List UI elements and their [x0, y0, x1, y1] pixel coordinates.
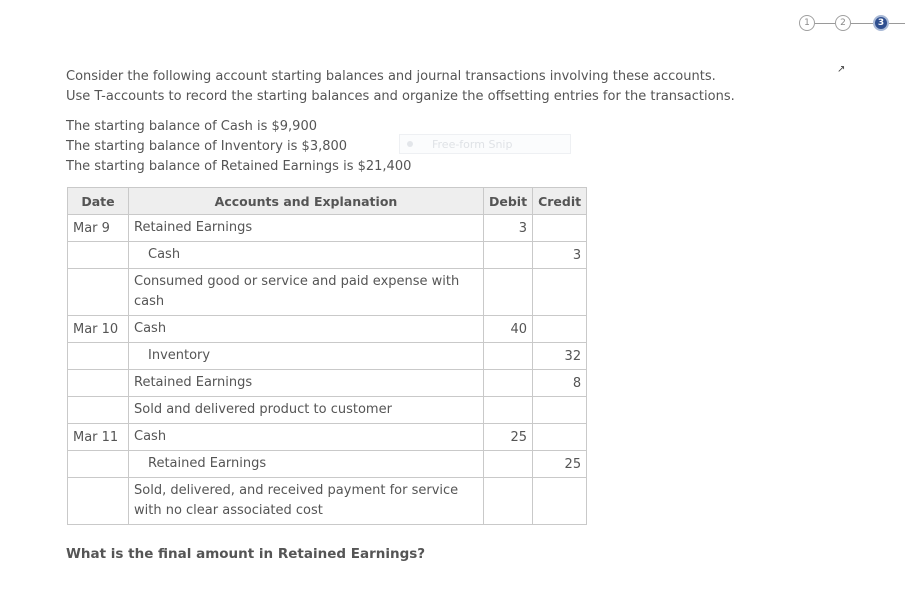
entry-explanation: Sold and delivered product to customer [129, 397, 484, 424]
table-row [68, 343, 587, 370]
mouse-cursor-icon: ↗ [837, 64, 846, 75]
entry-debit [484, 343, 533, 370]
table-row [68, 451, 587, 478]
entry-credit [533, 424, 587, 451]
entry-account: Retained Earnings [129, 370, 484, 397]
entry-credit: 32 [533, 343, 587, 370]
table-row [68, 242, 587, 269]
entry-account: Cash [129, 242, 484, 269]
step-progress [799, 14, 905, 32]
table-row [68, 316, 587, 343]
entry-debit [484, 478, 533, 525]
entry-date: Mar 11 [68, 424, 129, 451]
snip-icon [407, 141, 413, 147]
step-3-indicator[interactable]: 3 [873, 15, 889, 31]
entry-account: Cash [129, 316, 484, 343]
entry-credit [533, 215, 587, 242]
journal-table [67, 187, 587, 525]
table-row [68, 215, 587, 242]
balance-cash: The starting balance of Cash is $9,900 [66, 119, 317, 134]
entry-account: Cash [129, 424, 484, 451]
header-credit: Credit [533, 188, 587, 215]
entry-debit [484, 269, 533, 316]
entry-date [68, 370, 129, 397]
instructions [66, 67, 735, 107]
entry-debit [484, 397, 533, 424]
balance-retained-earnings: The starting balance of Retained Earnings is $21,400 [66, 159, 412, 174]
balance-inventory: The starting balance of Inventory is $3,800 [66, 139, 348, 154]
entry-debit [484, 370, 533, 397]
entry-explanation: Consumed good or service and paid expense with cash [129, 269, 484, 316]
entry-credit: 3 [533, 242, 587, 269]
entry-credit [533, 269, 587, 316]
entry-date [68, 242, 129, 269]
journal-header-row [68, 188, 587, 215]
step-1-indicator[interactable]: 1 [799, 15, 815, 31]
entry-credit [533, 397, 587, 424]
table-row [68, 478, 587, 525]
entry-date: Mar 9 [68, 215, 129, 242]
entry-date [68, 451, 129, 478]
entry-debit [484, 242, 533, 269]
entry-date: Mar 10 [68, 316, 129, 343]
entry-date [68, 269, 129, 316]
starting-balances [66, 117, 411, 177]
snip-label: Free-form Snip [432, 138, 513, 151]
entry-credit [533, 316, 587, 343]
entry-credit: 25 [533, 451, 587, 478]
entry-date [68, 343, 129, 370]
entry-account: Inventory [129, 343, 484, 370]
entry-explanation: Sold, delivered, and received payment for service with no clear associated cost [129, 478, 484, 525]
table-row [68, 370, 587, 397]
entry-account: Retained Earnings [129, 215, 484, 242]
header-debit: Debit [484, 188, 533, 215]
entry-account: Retained Earnings [129, 451, 484, 478]
table-row [68, 397, 587, 424]
step-connector [889, 23, 905, 24]
header-account: Accounts and Explanation [129, 188, 484, 215]
entry-date [68, 478, 129, 525]
step-connector [851, 23, 873, 24]
table-row [68, 424, 587, 451]
step-connector [815, 23, 835, 24]
entry-credit: 8 [533, 370, 587, 397]
instructions-line-2: Use T-accounts to record the starting balances and organize the offsetting entries for the transactions. [66, 89, 735, 104]
entry-credit [533, 478, 587, 525]
entry-date [68, 397, 129, 424]
table-row [68, 269, 587, 316]
header-date: Date [68, 188, 129, 215]
step-2-indicator[interactable]: 2 [835, 15, 851, 31]
entry-debit: 25 [484, 424, 533, 451]
instructions-line-1: Consider the following account starting balances and journal transactions involving these accounts. [66, 69, 716, 84]
snip-tool-overlay [399, 134, 571, 154]
entry-debit [484, 451, 533, 478]
question-prompt: What is the final amount in Retained Earnings? [66, 546, 426, 562]
entry-debit: 40 [484, 316, 533, 343]
entry-debit: 3 [484, 215, 533, 242]
